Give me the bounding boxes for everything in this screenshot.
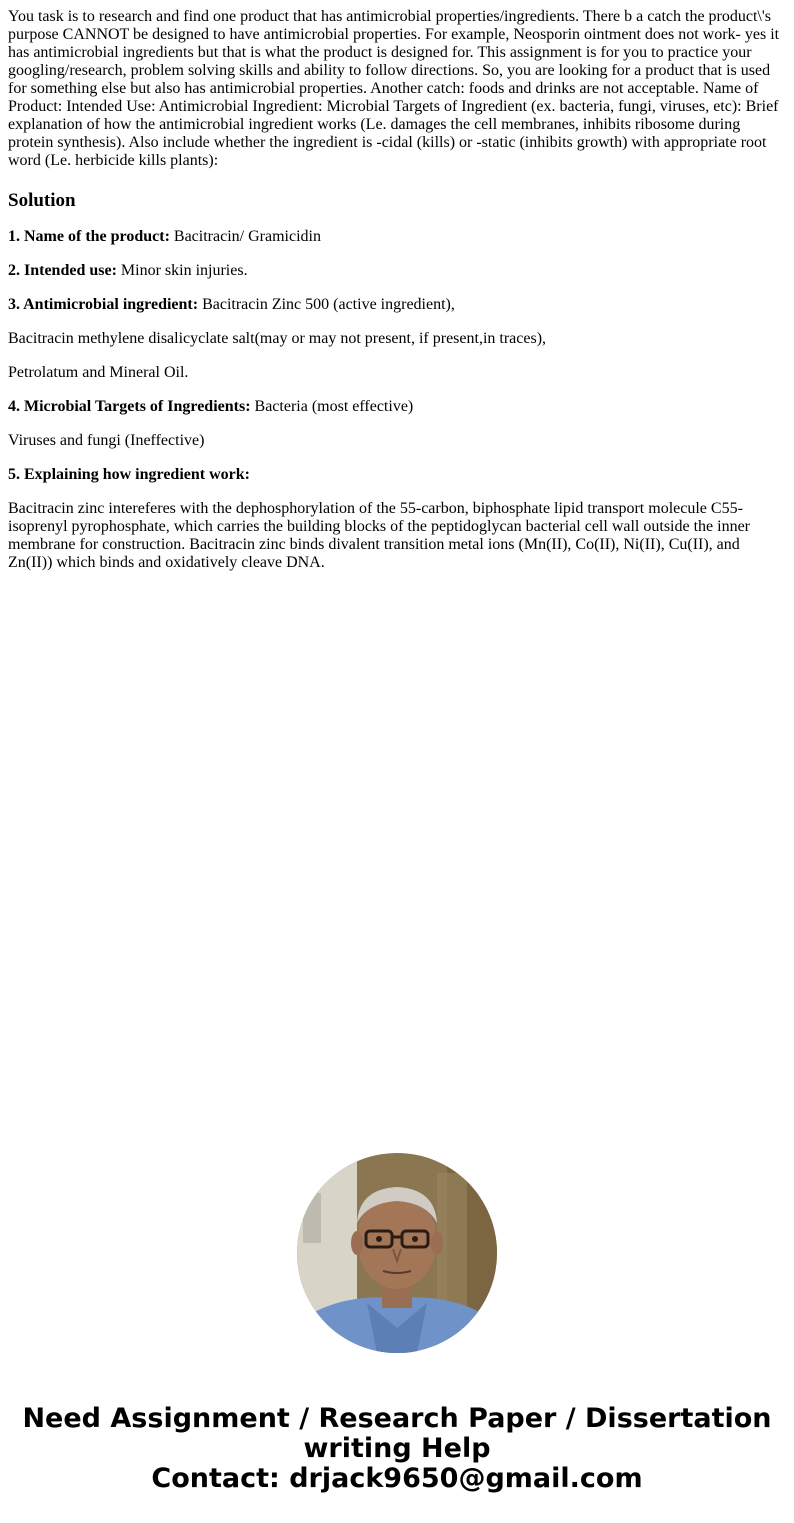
solution-label: 3. Antimicrobial ingredient:	[8, 296, 199, 313]
promo-banner	[0, 1404, 794, 1494]
solution-label: 2. Intended use:	[8, 262, 117, 279]
solution-label: 1. Name of the product:	[8, 228, 170, 245]
solution-item-targets-2: Viruses and fungi (Ineffective)	[8, 432, 205, 449]
document-body	[8, 8, 784, 588]
solution-item-intended-use	[8, 262, 784, 280]
promo-contact: Contact: drjack9650@gmail.com	[151, 1463, 643, 1494]
solution-value: Bacitracin Zinc 500 (active ingredient),	[198, 296, 455, 313]
promo-line-2: writing Help	[303, 1433, 491, 1464]
solution-item-mechanism-text: Bacitracin zinc intereferes with the dephosphorylation of the 55-carbon, biphosphate lipid transport molecule C55-isoprenyl pyrophosphate, which carries the building blocks of the peptidoglycan bacterial cell wall outside the inner membrane for construction. Bacitracin zinc binds divalent transition metal ions (Mn(II), Co(II), Ni(II), Cu(II), and Zn(II)) which binds and oxidatively cleave DNA.	[8, 500, 751, 571]
solution-heading: Solution	[8, 190, 76, 211]
solution-value: Bacitracin/ Gramicidin	[169, 228, 321, 245]
solution-item-ingredient-2: Bacitracin methylene disalicyclate salt(may or may not present, if present,in traces),	[8, 330, 547, 347]
solution-item-product	[8, 228, 784, 246]
promo-line-1: Need Assignment / Research Paper / Dissertation	[22, 1403, 772, 1434]
author-avatar	[297, 1153, 497, 1353]
solution-label: 4. Microbial Targets of Ingredients:	[8, 398, 251, 415]
avatar-portrait	[297, 1153, 497, 1353]
solution-item-mechanism	[8, 466, 784, 484]
solution-item-targets	[8, 398, 784, 416]
solution-value: Minor skin injuries.	[116, 262, 248, 279]
solution-item-ingredient-3: Petrolatum and Mineral Oil.	[8, 364, 189, 381]
solution-value: Bacteria (most effective)	[250, 398, 414, 415]
question-text: You task is to research and find one product that has antimicrobial properties/ingredients. There b a catch the product\'s purpose CANNOT be designed to have antimicrobial properties. For example, Neosporin ointment does not work- yes it has antimicrobial ingredients but that is what the product is designed for. This assignment is for you to practice your googling/research, problem solving skills and ability to follow directions. So, you are looking for a product that is used for something else but also has antimicrobial properties. Another catch: foods and drinks are not acceptable. Name of Product: Intended Use: Antimicrobial Ingredient: Microbial Targets of Ingredient (ex. bacteria, fungi, viruses, etc): Brief explanation of how the antimicrobial ingredient works (Le. damages the cell membranes, inhibits ribosome during protein synthesis). Also include whether the ingredient is -cidal (kills) or -static (inhibits growth) with appropriate root word (Le. herbicide kills plants):	[8, 8, 780, 169]
solution-item-ingredient	[8, 296, 784, 314]
solution-label: 5. Explaining how ingredient work:	[8, 466, 250, 483]
